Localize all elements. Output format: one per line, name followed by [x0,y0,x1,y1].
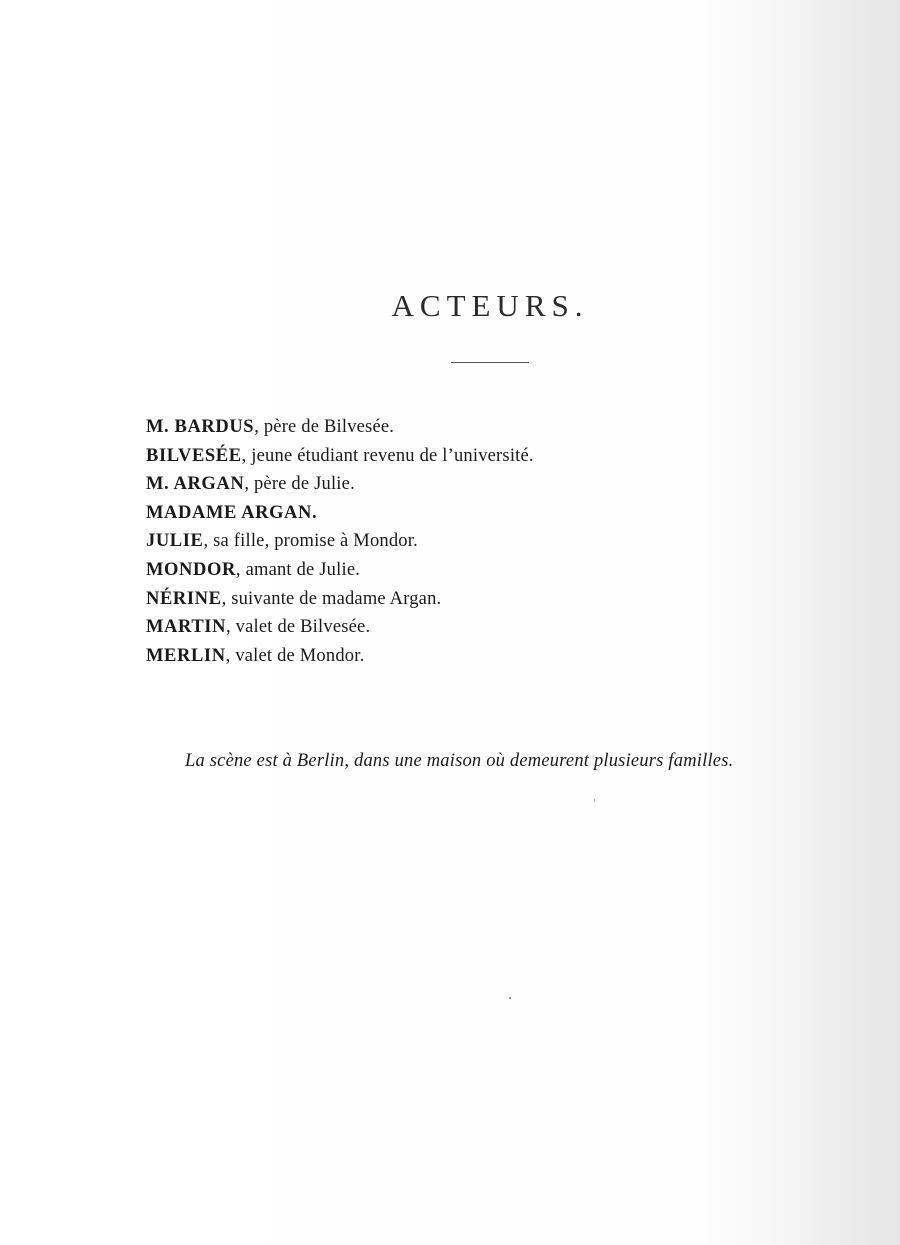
cast-list [146,413,534,670]
cast-description: , amant de Julie. [235,559,361,580]
cast-description: , père de Julie. [244,474,355,495]
cast-description: , valet de Bilvesée. [226,617,371,638]
cast-entry [146,470,534,499]
cast-name: NÉRINE [146,588,222,609]
cast-name: BILVESÉE [146,445,242,466]
cast-description: , suivante de madame Argan. [221,588,442,609]
page-heading: ACTEURS. [391,288,589,323]
cast-description: , valet de Mondor. [225,645,365,666]
cast-name: MADAME ARGAN. [146,502,318,523]
cast-entry [146,442,534,471]
cast-name: M. BARDUS [146,417,255,437]
cast-description: , jeune étudiant revenu de l’université. [241,445,534,466]
cast-description: , sa fille, promise à Mondor. [203,531,418,552]
paper-speck [509,997,511,999]
cast-entry [146,499,534,528]
cast-entry [146,527,534,556]
cast-name: MARTIN [146,617,227,638]
scene-setting: La scène est à Berlin, dans une maison où demeurent plusieurs familles. [185,751,734,771]
heading-rule [451,362,529,363]
paper-speck [594,799,595,802]
cast-entry [146,556,534,585]
cast-name: JULIE [146,531,204,552]
cast-entry [146,613,534,642]
cast-entry [146,585,534,614]
cast-name: M. ARGAN [146,474,245,495]
cast-entry [146,413,534,442]
cast-name: MONDOR [146,559,236,580]
cast-description: , père de Bilvesée. [254,417,395,437]
cast-entry [146,642,534,671]
cast-name: MERLIN [146,645,226,666]
